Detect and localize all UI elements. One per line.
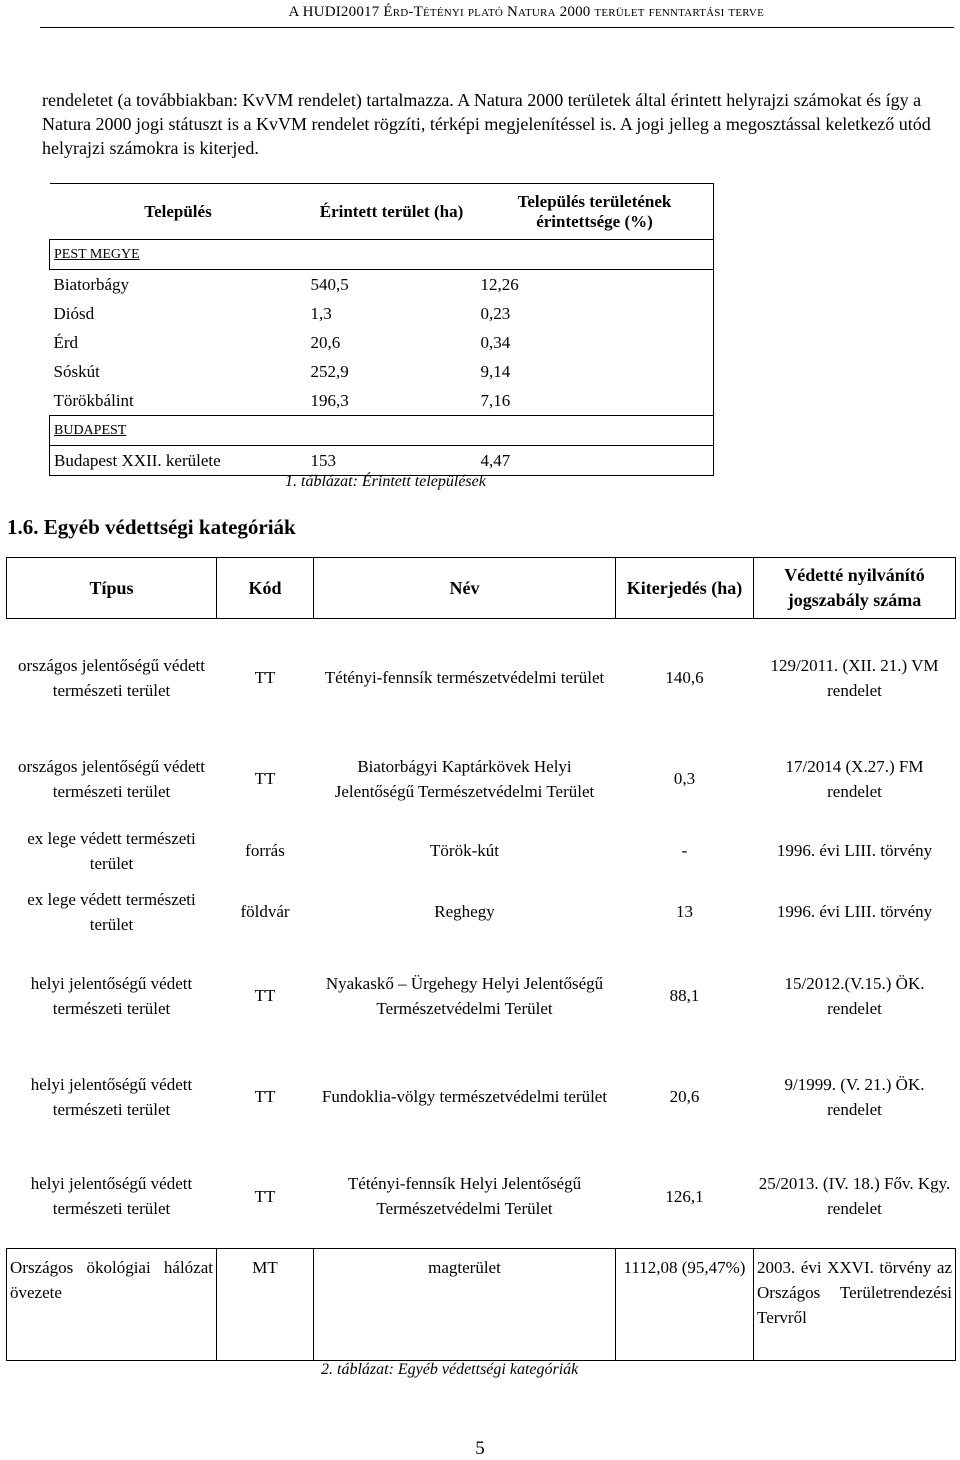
table-row — [50, 357, 714, 386]
table2-cell: ex lege védett természeti terület — [27, 889, 196, 934]
table2-cell: helyi jelentőségű védett természeti terület — [30, 1074, 193, 1119]
table2-cell: Reghegy — [434, 902, 495, 921]
table2-cell: 126,1 — [665, 1186, 704, 1206]
header-title: Érd-Tétényi plató Natura 2000 terület fenntartási terve — [383, 4, 764, 20]
table1-group-row — [50, 240, 714, 270]
table2-cell: országos jelentőségű védett természeti terület — [18, 756, 205, 801]
table2-cell: 129/2011. (XII. 21.) VM rendelet — [770, 655, 939, 700]
table1-header-area: Érintett terület (ha) — [307, 184, 477, 240]
table1-cell: Sóskút — [53, 361, 100, 381]
table-row — [7, 619, 956, 737]
table1-group-row — [50, 416, 714, 446]
table2-cell: 140,6 — [665, 668, 704, 688]
table2-cell: Országos ökológiai hálózat övezete — [7, 1249, 217, 1361]
table2-cell: Fundoklia-völgy természetvédelmi terület — [321, 1087, 608, 1106]
table-row — [7, 1249, 956, 1361]
table2-cell: 9/1999. (V. 21.) ÖK. rendelet — [784, 1074, 925, 1119]
table2-cell: TT — [254, 1087, 276, 1106]
table1-group-pest: PEST MEGYE — [54, 246, 140, 262]
table1-cell: Diósd — [53, 303, 95, 323]
running-header — [0, 4, 960, 21]
table2-cell: 0,3 — [673, 769, 696, 788]
table2-cell: 88,1 — [669, 986, 700, 1005]
table1-cell: 7,16 — [477, 386, 714, 416]
table-row — [7, 881, 956, 943]
table2-cell: MT — [217, 1249, 314, 1361]
table2-header-name: Név — [314, 558, 616, 619]
protection-categories-table — [6, 557, 956, 1361]
table2-header-extent: Kiterjedés (ha) — [616, 558, 754, 619]
table2-cell: TT — [254, 769, 276, 788]
table2-cell: TT — [254, 668, 276, 688]
table2-cell: 1112,08 (95,47%) — [616, 1249, 754, 1361]
table2-cell: - — [681, 841, 688, 860]
table1-cell: 0,23 — [477, 299, 714, 328]
table1-cell: Biatorbágy — [53, 274, 130, 294]
table1-cell: Érd — [53, 332, 79, 352]
table2-caption: 2. táblázat: Egyéb védettségi kategóriák — [321, 1361, 579, 1378]
table1-cell: 20,6 — [310, 332, 341, 352]
table-row — [7, 1049, 956, 1145]
table2-cell: Nyakaskő – Ürgehegy Helyi Jelentőségű Természetvédelmi Terület — [325, 973, 604, 1018]
table2-header-row — [7, 558, 956, 619]
table2-header-code: Kód — [217, 558, 314, 619]
table-row — [50, 299, 714, 328]
table2-cell: 1996. évi LIII. törvény — [776, 841, 933, 860]
table2-cell: földvár — [240, 902, 290, 921]
table-row — [7, 821, 956, 881]
table1-cell: 153 — [307, 446, 477, 476]
table1-cell: 252,9 — [310, 361, 349, 381]
page-number: 5 — [475, 1438, 485, 1459]
table1-cell: Törökbálint — [53, 390, 134, 410]
table2-cell: TT — [254, 986, 276, 1005]
table2-cell: országos jelentőségű védett természeti terület — [18, 655, 205, 700]
table-row — [7, 1145, 956, 1249]
table2-cell: helyi jelentőségű védett természeti terület — [30, 973, 193, 1018]
table1-cell: 1,3 — [310, 303, 332, 323]
table-row — [7, 943, 956, 1049]
table2-cell: 2003. évi XXVI. törvény az Országos Területrendezési Tervről — [754, 1249, 956, 1361]
table-row — [50, 386, 714, 416]
affected-settlements-table — [49, 183, 714, 476]
table1-header-ratio: Település területének érintettsége (%) — [477, 184, 714, 240]
table2-cell: 1996. évi LIII. törvény — [776, 902, 933, 921]
table1-group-budapest: BUDAPEST — [54, 422, 127, 438]
table-row — [50, 446, 714, 476]
table1-cell: 540,5 — [310, 274, 349, 294]
table-row — [50, 328, 714, 357]
table2-cell: Tétényi-fennsík Helyi Jelentőségű Természetvédelmi Terület — [347, 1174, 582, 1219]
table1-cell: 0,34 — [477, 328, 714, 357]
header-rule — [40, 27, 954, 28]
table1-cell: 4,47 — [477, 446, 714, 476]
table-row — [50, 270, 714, 300]
table2-cell: forrás — [245, 841, 285, 860]
table1-header-settlement: Település — [50, 184, 307, 240]
header-code: A HUDI20017 — [288, 4, 384, 20]
table2-cell: 17/2014 (X.27.) FM rendelet — [785, 756, 924, 801]
table2-cell: 20,6 — [669, 1087, 700, 1106]
table2-cell: Tétényi-fennsík természetvédelmi terület — [324, 668, 605, 688]
table2-header-law: Védetté nyilvánító jogszabály száma — [754, 558, 956, 619]
table2-cell: helyi jelentőségű védett természeti terület — [30, 1174, 193, 1219]
table-row — [7, 737, 956, 821]
table2-header-type: Típus — [7, 558, 217, 619]
table1-cell: 196,3 — [310, 390, 349, 410]
table1-cell: 9,14 — [477, 357, 714, 386]
table2-cell: magterület — [314, 1249, 616, 1361]
table2-cell: Biatorbágyi Kaptárkövek Helyi Jelentőségű Természetvédelmi Terület — [334, 756, 595, 801]
intro-paragraph: rendeletet (a továbbiakban: KvVM rendelet) tartalmazza. A Natura 2000 területek által érintett helyrajzi számokat és így a Natura 2000 jogi státuszt is a KvVM rendelet rögzíti, térképi megjelenítéssel is. A jogi jelleg a megosztással keletkező utód helyrajzi számokra is kiterjed. — [42, 90, 931, 158]
table1-cell: 12,26 — [477, 270, 714, 300]
table2-cell: 25/2013. (IV. 18.) Főv. Kgy. rendelet — [758, 1174, 951, 1219]
table2-cell: TT — [254, 1186, 276, 1206]
table1-cell: Budapest XXII. kerülete — [50, 446, 307, 476]
table2-cell: Török-kút — [430, 841, 499, 860]
section-heading: 1.6. Egyéb védettségi kategóriák — [7, 515, 296, 539]
table1-header-row — [50, 184, 714, 240]
table2-cell: 13 — [676, 902, 693, 921]
table2-cell: ex lege védett természeti terület — [27, 828, 196, 873]
table2-cell: 15/2012.(V.15.) ÖK. rendelet — [784, 973, 925, 1018]
table1-caption: 1. táblázat: Érintett települések — [285, 473, 486, 490]
